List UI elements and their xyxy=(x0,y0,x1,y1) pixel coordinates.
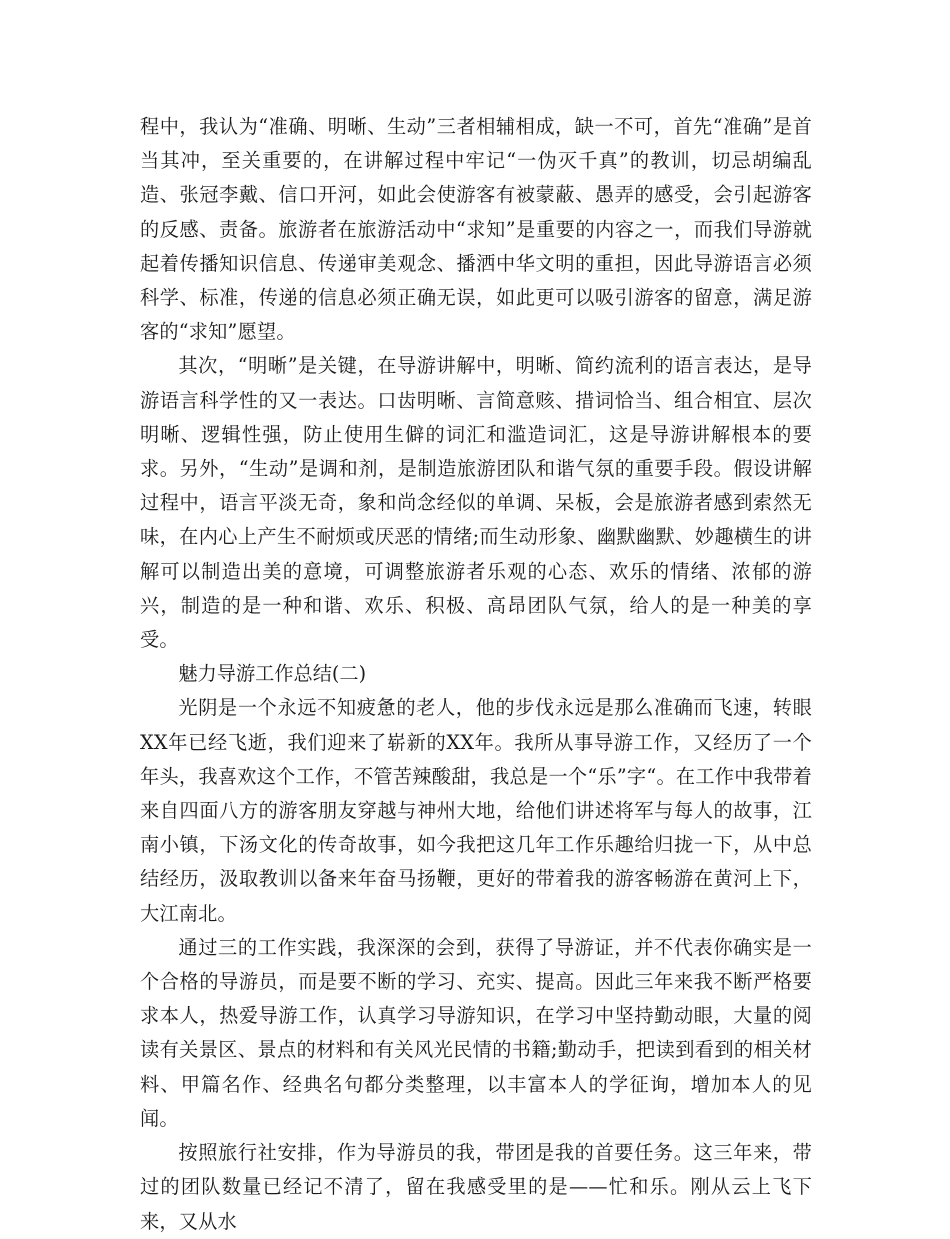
section-heading: 魅力导游工作总结(二) xyxy=(178,662,367,686)
paragraph-clarity-vividness: 其次，“明晰”是关键，在导游讲解中，明晰、简约流利的语言表达，是导游语言科学性的又一表达。口齿明晰、言简意赅、措词恰当、组合相宜、层次明晰、逻辑性强，防止使用生僻的词汇和滥造词汇，这是导游讲解根本的要求。另外，“生动”是调和剂，是制造旅游团队和谐气氛的重要手段。假设讲解过程中，语言平淡无奇，象和尚念经似的单调、呆板，会是旅游者感到索然无味，在内心上产生不耐烦或厌恶的情绪;而生动形象、幽默幽默、妙趣横生的讲解可以制造出美的意境，可调整旅游者乐观的心态、欢乐的情绪、浓郁的游兴，制造的是一种和谐、欢乐、积极、高昂团队气氛，给人的是一种美的享受。 xyxy=(140,354,812,652)
paragraph-tour-duties: 按照旅行社安排，作为导游员的我，带团是我的首要任务。这三年来，带过的团队数量已经记不清了，留在我感受里的是——忙和乐。刚从云上飞下来，又从水 xyxy=(140,1141,812,1233)
paragraph-time-passing: 光阴是一个永远不知疲惫的老人，他的步伐永远是那么准确而飞速，转眼XX年已经飞逝，我们迎来了崭新的XX年。我所从事导游工作，又经历了一个年头，我喜欢这个工作，不管苦辣酸甜，我总是一个“乐”字“。在工作中我带着来自四面八方的游客朋友穿越与神州大地，给他们讲述将军与每人的故事，江南小镇，下汤文化的传奇故事，如今我把这几年工作乐趣给归拢一下，从中总结经历，汲取教训以备来年奋马扬鞭，更好的带着我的游客畅游在黄河上下，大江南北。 xyxy=(140,696,812,925)
paragraph-accuracy: 程中，我认为“准确、明晰、生动”三者相辅相成，缺一不可，首先“准确”是首当其冲，至关重要的，在讲解过程中牢记“一伪灭千真”的教训，切忌胡编乱造、张冠李戴、信口开河，如此会使游客有被蒙蔽、愚弄的感受，会引起游客的反感、责备。旅游者在旅游活动中“求知”是重要的内容之一，而我们导游就起着传播知识信息、传递审美观念、播洒中华文明的重担，因此导游语言必须科学、标准，传递的信息必须正确无误，如此更可以吸引游客的留意，满足游客的“求知”愿望。 xyxy=(140,115,812,344)
document-page xyxy=(140,110,812,1239)
paragraph-learning: 通过三的工作实践，我深深的会到，获得了导游证，并不代表你确实是一个合格的导游员，而是要不断的学习、充实、提高。因此三年来我不断严格要求本人，热爱导游工作，认真学习导游知识，在学习中坚持勤动眼，大量的阅读有关景区、景点的材料和有关风光民情的书籍;勤动手，把读到看到的相关材料、甲篇名作、经典名句都分类整理，以丰富本人的学征询，增加本人的见闻。 xyxy=(140,935,812,1130)
